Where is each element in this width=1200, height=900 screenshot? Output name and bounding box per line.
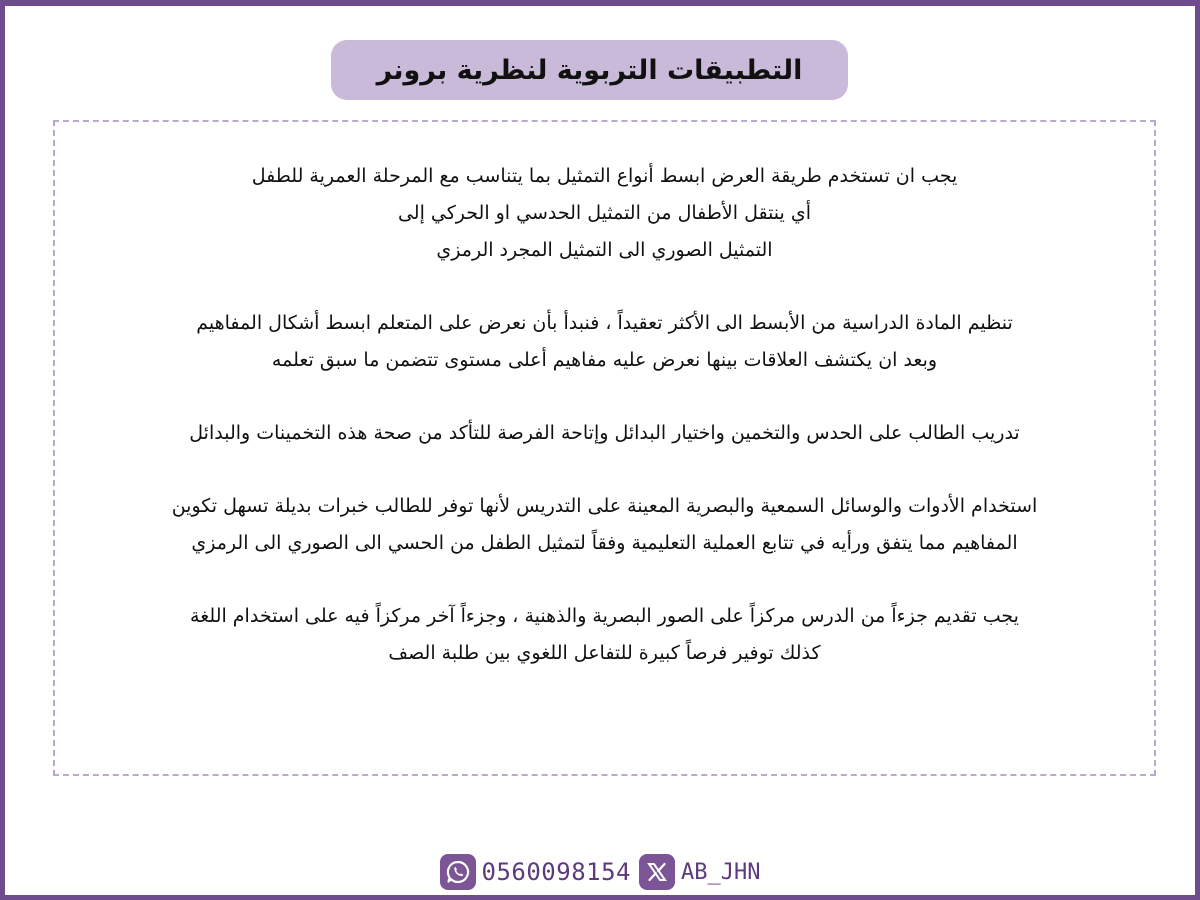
page-title-banner bbox=[331, 40, 848, 100]
paragraph-3 bbox=[115, 415, 1094, 452]
paragraph-line: تنظيم المادة الدراسية من الأبسط الى الأكثر تعقيداً ، فنبدأ بأن نعرض على المتعلم ابسط أشكال المفاهيم bbox=[196, 312, 1013, 334]
paragraph-2 bbox=[115, 305, 1094, 379]
paragraph-line: المفاهيم مما يتفق ورأيه في تتابع العملية التعليمية وفقاً لتمثيل الطفل من الحسي الى الصوري الى الرمزي bbox=[191, 532, 1018, 554]
paragraph-4 bbox=[115, 488, 1094, 562]
footer-contact bbox=[0, 852, 1200, 892]
content-box bbox=[53, 120, 1156, 776]
paragraph-line: استخدام الأدوات والوسائل السمعية والبصرية المعينة على التدريس لأنها توفر للطالب خبرات بديلة تسهل تكوين bbox=[171, 495, 1038, 517]
phone-number: 0560098154 bbox=[481, 858, 631, 886]
page-title: التطبيقات التربوية لنظرية برونر bbox=[376, 54, 803, 86]
paragraph-list bbox=[115, 158, 1094, 708]
whatsapp-icon[interactable] bbox=[440, 854, 476, 890]
paragraph-line: تدريب الطالب على الحدس والتخمين واختيار البدائل وإتاحة الفرصة للتأكد من صحة هذه التخمينات والبدائل bbox=[189, 422, 1020, 444]
paragraph-line: يجب ان تستخدم طريقة العرض ابسط أنواع التمثيل بما يتناسب مع المرحلة العمرية للطفل bbox=[251, 165, 958, 187]
x-logo-icon[interactable] bbox=[639, 854, 675, 890]
paragraph-line: التمثيل الصوري الى التمثيل المجرد الرمزي bbox=[436, 239, 773, 261]
paragraph-line: يجب تقديم جزءاً من الدرس مركزاً على الصور البصرية والذهنية ، وجزءاً آخر مركزاً فيه على استخدام اللغة bbox=[190, 605, 1019, 627]
paragraph-5 bbox=[115, 598, 1094, 672]
paragraph-1 bbox=[115, 158, 1094, 269]
paragraph-line: وبعد ان يكتشف العلاقات بينها نعرض عليه مفاهيم أعلى مستوى تتضمن ما سبق تعلمه bbox=[271, 349, 938, 371]
paragraph-line: أي ينتقل الأطفال من التمثيل الحدسي او الحركي إلى bbox=[397, 202, 812, 224]
paragraph-line: كذلك توفير فرصاً كبيرة للتفاعل اللغوي بين طلبة الصف bbox=[388, 642, 821, 664]
social-handle: AB_JHN bbox=[681, 859, 761, 885]
